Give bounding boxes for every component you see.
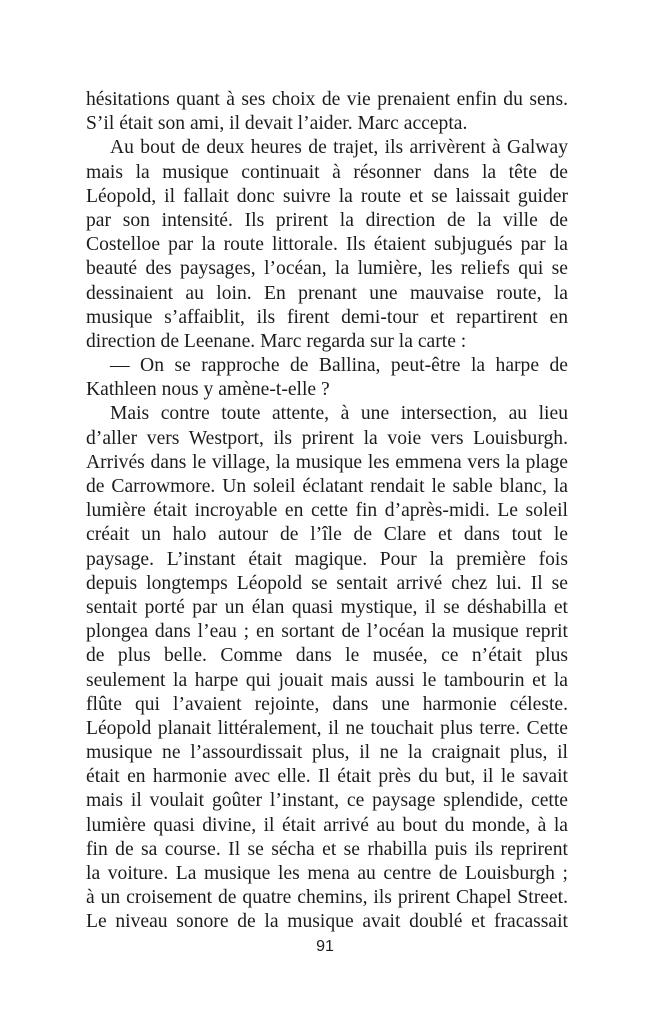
text-line: fin de sa course. Il se sécha et se rhabilla puis ils reprirent bbox=[86, 838, 568, 860]
text-line: dessinaient au loin. En prenant une mauvaise route, la bbox=[86, 282, 568, 304]
text-line: paysage. L’instant était magique. Pour la première fois bbox=[86, 548, 568, 570]
text-line: musique s’affaiblit, ils firent demi-tour et repartirent en bbox=[86, 306, 568, 328]
text-line: de Carrowmore. Un soleil éclatant rendait le sable blanc, la bbox=[86, 476, 568, 497]
text-line: lumière quasi divine, il était arrivé au bout du monde, à la bbox=[86, 814, 568, 836]
text-line: Costelloe par la route littorale. Ils étaient subjugués par la bbox=[86, 234, 568, 256]
text-line: depuis longtemps Léopold se sentait arrivé chez lui. Il se bbox=[86, 572, 568, 594]
text-line: plongea dans l’eau ; en sortant de l’océan la musique reprit bbox=[86, 621, 568, 643]
text-line: mais il voulait goûter l’instant, ce paysage splendide, cette bbox=[86, 790, 568, 812]
text-line: Le niveau sonore de la musique avait doublé et fracassait bbox=[86, 911, 568, 933]
text-line: créait un halo autour de l’île de Clare et dans tout le bbox=[86, 524, 568, 546]
text-line: mais la musique continuait à résonner dans la tête de bbox=[86, 161, 568, 183]
text-line: Léopold, il fallait donc suivre la route et se laissait guider bbox=[86, 185, 568, 207]
text-line: Kathleen nous y amène-t-elle ? bbox=[86, 379, 330, 401]
text-line: par son intensité. Ils prirent la direction de la ville de bbox=[86, 209, 568, 231]
text-line: Au bout de deux heures de trajet, ils arrivèrent à Galway bbox=[110, 137, 568, 159]
text-line: Arrivés dans le village, la musique les emmena vers la plage bbox=[86, 451, 568, 473]
text-line: de plus belle. Comme dans le musée, ce n’était plus bbox=[86, 645, 568, 667]
text-line: Léopold planait littéralement, il ne touchait plus terre. Cette bbox=[86, 717, 568, 739]
text-line: sentait porté par un élan quasi mystique, il se déshabilla et bbox=[86, 596, 568, 618]
text-line: S’il était son ami, il devait l’aider. Marc accepta. bbox=[86, 113, 468, 135]
text-line: hésitations quant à ses choix de vie prenaient enfin du sens. bbox=[86, 89, 568, 110]
text-line: Mais contre toute attente, à une intersection, au lieu bbox=[110, 403, 568, 425]
text-line: lumière était incroyable en cette fin d’après-midi. Le soleil bbox=[86, 500, 568, 522]
text-line: à un croisement de quatre chemins, ils prirent Chapel Street. bbox=[86, 887, 568, 909]
text-line: flûte qui l’avaient rejointe, dans une harmonie céleste. bbox=[86, 693, 568, 715]
page-number: 91 bbox=[316, 938, 334, 955]
text-line: était en harmonie avec elle. Il était près du but, il le savait bbox=[86, 766, 568, 788]
text-line: la voiture. La musique les mena au centre de Louisburgh ; bbox=[86, 863, 568, 884]
text-line: d’aller vers Westport, ils prirent la voie vers Louisburgh. bbox=[86, 427, 568, 449]
text-line: musique ne l’assourdissait plus, il ne la craignait plus, il bbox=[86, 742, 568, 764]
body-text bbox=[86, 88, 568, 935]
text-line: direction de Leenane. Marc regarda sur la carte : bbox=[86, 330, 467, 352]
text-line: beauté des paysages, l’océan, la lumière, les reliefs qui se bbox=[86, 258, 568, 280]
text-line: — On se rapproche de Ballina, peut-être la harpe de bbox=[110, 355, 568, 377]
text-line: seulement la harpe qui jouait mais aussi le tambourin et la bbox=[86, 669, 568, 691]
